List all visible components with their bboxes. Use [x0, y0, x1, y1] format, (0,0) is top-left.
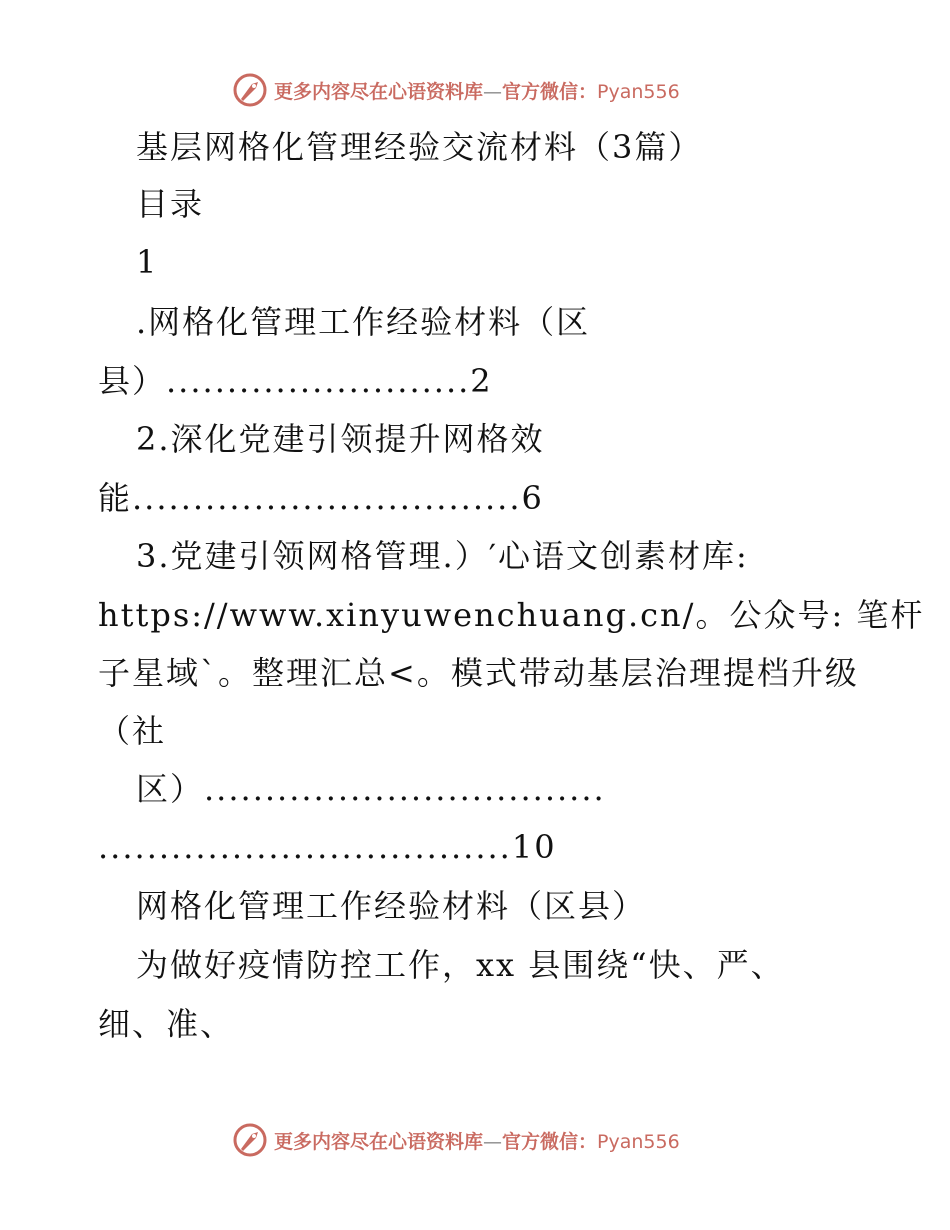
pen-nib-logo-icon [232, 1122, 268, 1158]
body-paragraph: 为做好疫情防控工作，xx 县围绕“快、严、 [136, 946, 785, 984]
toc-item-2-title: 2.深化党建引领提升网格效 [136, 420, 545, 458]
watermark-wechat-id: Pyan556 [597, 1130, 680, 1153]
toc-item-3-page-line: 区）................................. [136, 770, 606, 808]
toc-item-1-title: .网格化管理工作经验材料（区 [136, 303, 591, 341]
toc-item-3-title: 3.党建引领网格管理.）′心语文创素材库: [136, 537, 749, 575]
watermark-separator: — [483, 80, 503, 103]
toc-item-3-cont-line: 子星域`。整理汇总<。模式带动基层治理提档升级 [98, 654, 859, 692]
watermark-main-text: 更多内容尽在心语资料库 [274, 1130, 484, 1153]
footer-watermark [232, 1120, 752, 1160]
toc-item-3-page-line-2: ..................................10 [98, 828, 557, 866]
toc-heading: 目录 [136, 185, 205, 223]
header-watermark [232, 70, 752, 110]
toc-item-1-page: 县）.........................2 [98, 362, 493, 400]
watermark-main-text: 更多内容尽在心语资料库 [274, 80, 484, 103]
toc-item-2-page: 能................................6 [98, 479, 544, 517]
watermark-tail-text: 官方微信： [502, 1130, 598, 1153]
pen-nib-logo-icon [232, 72, 268, 108]
document-title: 基层网格化管理经验交流材料（3篇） [136, 128, 703, 166]
watermark-wechat-id: Pyan556 [597, 80, 680, 103]
section-heading: 网格化管理工作经验材料（区县） [136, 887, 647, 925]
toc-item-3-url-line: https://www.xinyuwenchuang.cn/。公众号: 笔杆 [98, 596, 925, 634]
body-paragraph-cont: 细、准、 [98, 1005, 235, 1043]
watermark-tail-text: 官方微信： [502, 80, 598, 103]
watermark-separator: — [483, 1130, 503, 1153]
toc-item-1-number: 1 [136, 243, 159, 281]
toc-item-3-cont-line-2: （社 [98, 712, 167, 750]
